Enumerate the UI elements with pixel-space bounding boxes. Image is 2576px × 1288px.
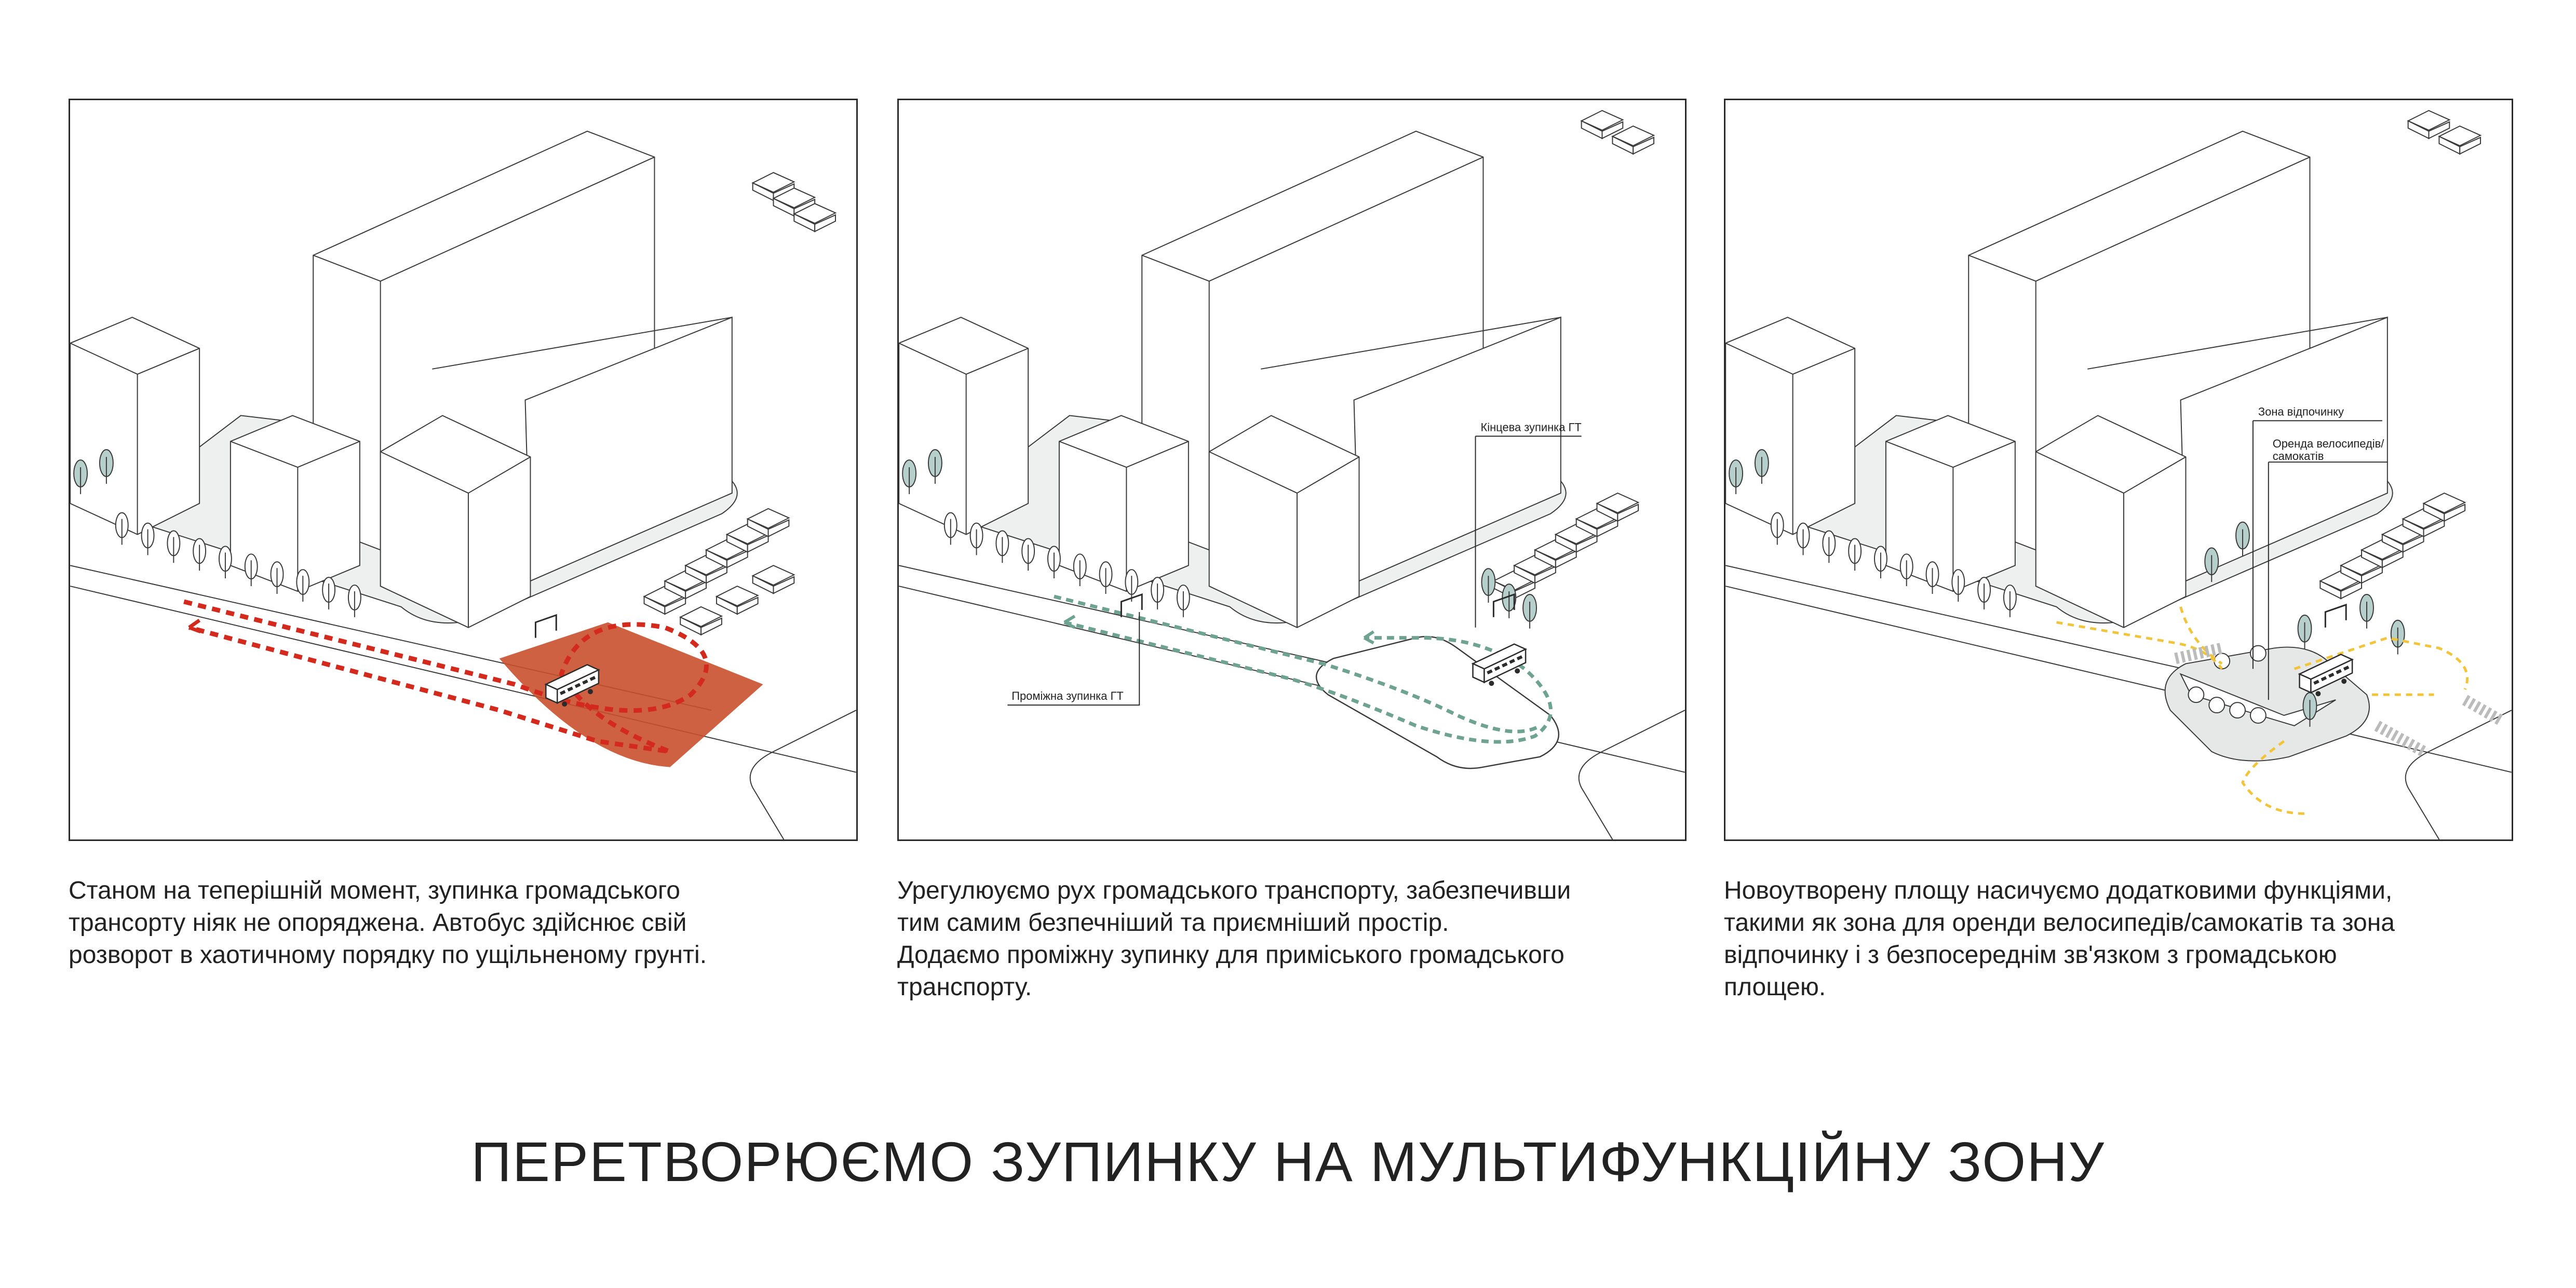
label-bike-rental: Оренда велосипедів/ <box>2272 437 2384 451</box>
building-left <box>899 317 1028 534</box>
diagram-panel-regulated <box>897 99 1687 841</box>
caption-regulated: Урегулюуємо рух громадського транспорту, забезпечивши тим самим безпечніший та приємніший простір. Додаємо проміжну зупинку для приміського громадського транспорту. <box>897 877 1571 1001</box>
axonometric-drawing <box>899 100 1685 839</box>
bus-stop-sign <box>2325 605 2346 628</box>
building-left <box>70 317 199 534</box>
building-left <box>1725 317 1855 534</box>
label-terminal-stop: Кінцева зупинка ГТ <box>1480 421 1582 434</box>
axonometric-drawing <box>70 100 856 839</box>
diagram-panel-current <box>69 99 858 841</box>
label-intermediate-stop: Проміжна зупинка ГТ <box>1011 689 1124 703</box>
caption-current-state: Станом на теперішній момент, зупинка громадського трансорту ніяк не опоряджена. Автобус здійснює свій розворот в хаотичному порядку по ущільненому грунті. <box>69 877 707 969</box>
label-bike-rental-line2: самокатів <box>2272 450 2324 463</box>
axonometric-drawing <box>1725 100 2512 839</box>
crosswalk <box>2465 700 2501 721</box>
diagram-panel-multifunctional <box>1724 99 2513 841</box>
page-title: ПЕРЕТВОРЮЄМО ЗУПИНКУ НА МУЛЬТИФУНКЦІЙНУ ЗОНУ <box>471 1130 2105 1193</box>
crosswalk <box>2377 726 2424 752</box>
caption-multifunctional: Новоутворену площу насичуємо додатковими функціями, такими як зона для оренди велосипедів/самокатів та зона відпочинку і з безпосереднім зв'язком з громадською площею. <box>1724 877 2395 1001</box>
bus-stop-sign <box>535 615 556 638</box>
label-rest-zone: Зона відпочинку <box>2258 405 2344 418</box>
